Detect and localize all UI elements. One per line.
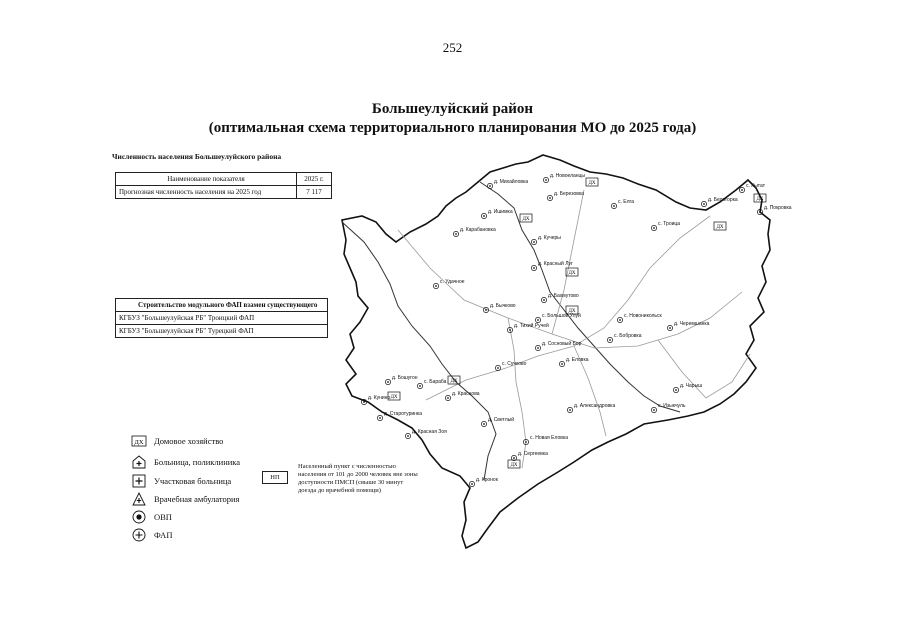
svg-text:ДХ: ДХ (450, 379, 458, 384)
village-marker (617, 317, 622, 322)
village-marker (673, 387, 678, 392)
village-label: д. Кронок (476, 477, 498, 483)
village-label: д. Кунино (368, 395, 391, 401)
household-marker (388, 392, 400, 400)
svg-text:ДХ: ДХ (756, 197, 764, 202)
village-label: д. Сосновый Бор (542, 341, 582, 347)
village-marker (433, 283, 438, 288)
village-label: с. Бобровка (614, 333, 642, 339)
legend-label: Врачебная амбулатория (154, 494, 240, 504)
district-hospital-icon (130, 474, 148, 488)
village-marker (487, 183, 492, 188)
village-marker (541, 297, 546, 302)
village-label: д. Тихий Ручей (514, 323, 549, 329)
village-marker (651, 407, 656, 412)
village-label: д. Еловка (566, 357, 589, 363)
village-label: с. Троица (658, 221, 681, 227)
fap-table-header-row (116, 299, 328, 312)
fap-table-cell: КГБУЗ "Большеулуйская РБ" Троицкий ФАП (116, 312, 328, 325)
village-marker (535, 317, 540, 322)
village-label: с. Новоникольск (624, 313, 662, 319)
village-label: с. Кытат (746, 183, 765, 189)
road (658, 340, 750, 398)
page-title (0, 100, 905, 138)
village-label: с. Изыкчуль (658, 403, 686, 409)
village-label: с. Удачное (440, 279, 465, 285)
fap-icon (130, 528, 148, 542)
village-label: д. Белогорка (708, 197, 738, 203)
fap-construction-table (115, 298, 328, 338)
village-label: с. Елга (618, 199, 635, 205)
population-table (115, 172, 332, 199)
village-marker (445, 395, 450, 400)
village-marker (531, 265, 536, 270)
hospital-icon (130, 455, 148, 469)
page-number: 252 (442, 40, 463, 55)
village-label: д. Красный Луг (538, 261, 573, 267)
population-table-row (116, 186, 332, 199)
village-label: д. Чарыш (680, 383, 703, 389)
year-header: 2025 г. (297, 173, 332, 186)
legend-label: ОВП (154, 512, 172, 522)
household-marker (520, 214, 532, 222)
legend-item-fap (130, 528, 172, 542)
village-label: д. Краснова (452, 391, 480, 397)
village-marker (495, 365, 500, 370)
village-marker (531, 239, 536, 244)
village-marker (543, 177, 548, 182)
legend-item-household (130, 434, 223, 448)
svg-text:ДХ: ДХ (568, 309, 576, 314)
svg-text:ДХ: ДХ (716, 225, 724, 230)
legend-label: ФАП (154, 530, 173, 540)
ambulatory-icon (130, 492, 148, 506)
village-label: д. Бычково (490, 303, 516, 309)
indicator-name: Прогнозная численность населения на 2025 год (116, 186, 297, 199)
fap-table-row (116, 325, 328, 338)
indicator-header: Наименование показателя (116, 173, 297, 186)
village-label: д. Старотуринка (384, 411, 422, 417)
household-icon (130, 434, 148, 448)
title-line-1: Большеулуйский район (371, 101, 534, 117)
village-label: д. Березовка (554, 191, 584, 197)
svg-text:ДХ: ДХ (510, 463, 518, 468)
village-marker (701, 201, 706, 206)
legend-label: Больница, поликлиника (154, 457, 241, 467)
village-label: д. Ишимка (488, 209, 513, 215)
village-label: с. Сучково (502, 361, 527, 367)
fap-table-row (116, 312, 328, 325)
village-marker (559, 361, 564, 366)
household-marker (586, 178, 598, 186)
population-table-header (116, 173, 332, 186)
village-marker (611, 203, 616, 208)
title-line-2: (оптимальная схема территориального планирования МО до 2025 года) (208, 120, 697, 136)
village-label: д. Михайловка (494, 179, 529, 185)
legend-label: Домовое хозяйство (154, 436, 224, 446)
svg-text:ДХ: ДХ (588, 181, 596, 186)
legend-label: Участковая больница (154, 476, 232, 486)
road (426, 216, 710, 400)
legend-item-district-hospital (130, 474, 231, 488)
village-marker (453, 231, 458, 236)
nps-legend-box: НП (262, 471, 288, 484)
village-marker (607, 337, 612, 342)
village-marker (567, 407, 572, 412)
village-marker (377, 415, 382, 420)
village-label: д. Бошугон (392, 375, 418, 381)
road (398, 230, 742, 348)
svg-text:ДХ: ДХ (568, 271, 576, 276)
village-label: с. Новая Еловка (530, 435, 568, 441)
village-label: д. Красная Зоя (412, 429, 447, 435)
svg-text:ДХ: ДХ (522, 217, 530, 222)
fap-table-cell: КГБУЗ "Большеулуйская РБ" Турецкий ФАП (116, 325, 328, 338)
ovp-icon (130, 510, 148, 524)
fap-table-header: Строительство модульного ФАП взамен существующего (116, 299, 328, 312)
legend-item-ambulatory (130, 492, 239, 506)
village-marker (667, 325, 672, 330)
household-marker (448, 376, 460, 384)
village-label: д. Новоеланцы (550, 173, 585, 179)
village-marker (417, 383, 422, 388)
village-label: с. Бараба (424, 379, 447, 385)
village-marker (481, 213, 486, 218)
village-label: с. Большой Улуй (542, 313, 581, 319)
village-label: д. Покровка (764, 205, 792, 211)
village-marker (469, 481, 474, 486)
village-marker (405, 433, 410, 438)
village-marker (535, 345, 540, 350)
village-marker (385, 379, 390, 384)
village-label: д. Кучеры (538, 235, 561, 241)
svg-text:ДХ: ДХ (134, 439, 144, 446)
village-marker (547, 195, 552, 200)
village-label: д. Черемшанка (674, 321, 710, 327)
road (508, 318, 526, 468)
population-heading: Численность населения Большеулуйского района (112, 152, 282, 161)
legend-item-ovp (130, 510, 172, 524)
village-label: д. Александровка (574, 403, 616, 409)
household-marker (714, 222, 726, 230)
legend-item-hospital (130, 455, 240, 469)
village-label: д. Светлый (488, 417, 515, 423)
river (480, 182, 680, 412)
village-marker (739, 187, 744, 192)
village-label: д. Бахмутово (548, 293, 579, 299)
village-label: д. Сергеевка (518, 451, 548, 457)
village-marker (481, 421, 486, 426)
indicator-value: 7 117 (297, 186, 332, 199)
nps-legend-text: Населенный пункт с численностью населения от 101 до 2000 человек вне зоны доступности ПМСП (свыше 30 минут доезда до врачебной помощи) (298, 463, 418, 494)
village-label: д. Карабановка (460, 227, 496, 233)
household-marker (508, 460, 520, 468)
river (342, 222, 496, 480)
svg-text:ДХ: ДХ (390, 395, 398, 400)
village-marker (651, 225, 656, 230)
